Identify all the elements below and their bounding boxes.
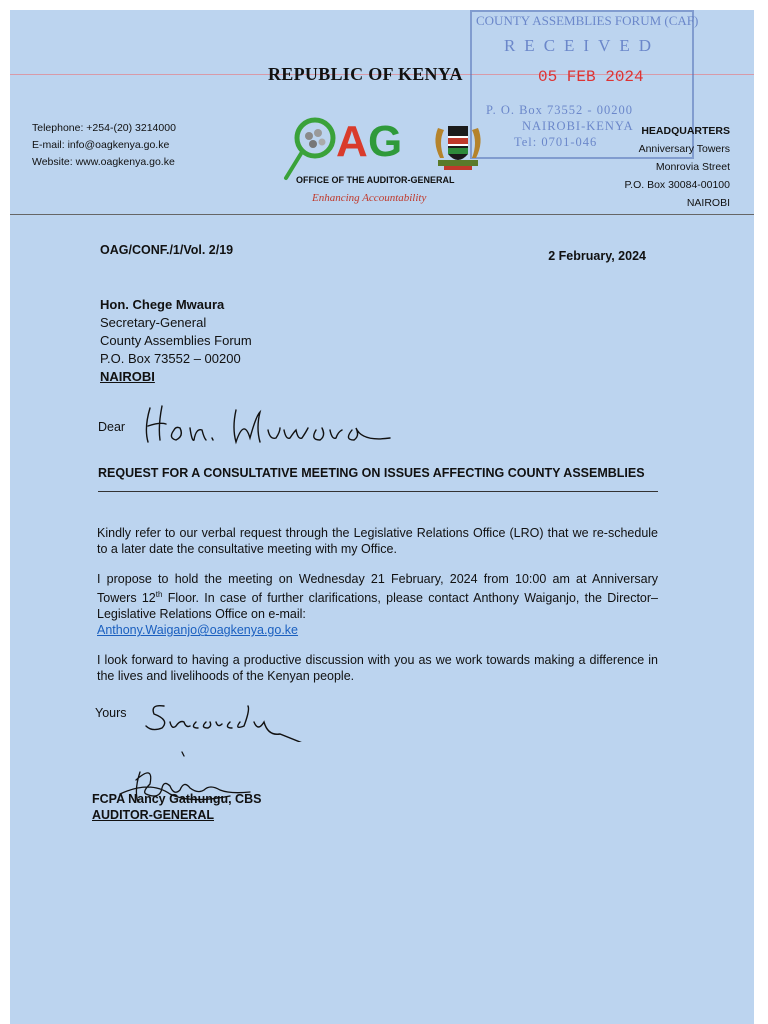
stamp-city: NAIROBI-KENYA [522,119,634,133]
hq-line: P.O. Box 30084-00100 [624,179,730,191]
logo-a: A [336,117,368,166]
recipient-title: Secretary-General [100,315,207,330]
headquarters-block [625,122,730,212]
stamp-tel: Tel: 0701-046 [514,135,598,149]
recipient-org: County Assemblies Forum [100,333,252,348]
recipient-city: NAIROBI [100,369,155,384]
recipient-box: P.O. Box 73552 – 00200 [100,351,241,366]
handwritten-salutation [140,398,400,448]
paragraph-text: I propose to hold the meeting on Wednesday 21 February, 2024 from 10:00 am at Anniversary Towers 12 [97,572,658,606]
superscript: th [155,590,163,599]
stamp-date: 05 FEB 2024 [538,68,644,86]
office-name: OFFICE OF THE AUDITOR-GENERAL [296,175,455,185]
recipient-name: Hon. Chege Mwaura [100,297,225,312]
motto: Enhancing Accountability [312,192,427,204]
letterhead-divider [10,214,754,215]
stamp-org: COUNTY ASSEMBLIES FORUM (CAF) [476,13,699,28]
salutation: Dear [98,420,126,434]
website: Website: www.oagkenya.go.ke [32,156,175,168]
signer-name: FCPA Nancy Gathungu, CBS [92,792,262,806]
paragraph: Kindly refer to our verbal request through the Legislative Relations Office (LRO) that we re-schedule to a later date the consultative meeting with my Office. [97,526,658,556]
hq-line: NAIROBI [686,197,730,209]
hq-line: Monrovia Street [655,161,730,173]
reference-number: OAG/CONF./1/Vol. 2/19 [100,243,234,257]
paragraph [97,571,658,638]
telephone: Telephone: +254-(20) 3214000 [32,122,176,134]
paragraph-text: Floor. In case of further clarifications, please contact Anthony Waiganjo, the Director–Legislative Relations Office on e-mail: [97,591,658,622]
paragraph: I look forward to having a productive discussion with you as we work towards making a difference in the lives and livelihoods of the Kenyan people. [97,653,658,684]
letter-body [97,525,658,698]
signer-block [92,791,261,823]
handwritten-sincerely [140,692,320,742]
letter-date: 2 February, 2024 [548,249,646,263]
recipient-address [100,296,252,386]
contact-email-link[interactable]: Anthony.Waiganjo@oagkenya.go.ke [97,623,299,638]
contact-block [32,120,176,171]
signer-title: AUDITOR-GENERAL [92,808,214,822]
republic-heading: REPUBLIC OF KENYA [268,64,463,84]
coat-of-arms-icon [435,126,480,170]
closing: Yours [95,706,127,720]
hq-title: HEADQUARTERS [641,125,730,137]
stamp-box: P. O. Box 73552 - 00200 [486,103,633,117]
hq-line: Anniversary Towers [638,143,730,155]
email: E-mail: info@oagkenya.go.ke [32,139,170,151]
subject-line: REQUEST FOR A CONSULTATIVE MEETING ON ISSUES AFFECTING COUNTY ASSEMBLIES [98,465,658,492]
logo-g: G [368,117,403,166]
letter-page [10,10,754,1024]
stamp-received: RECEIVED [503,36,661,55]
